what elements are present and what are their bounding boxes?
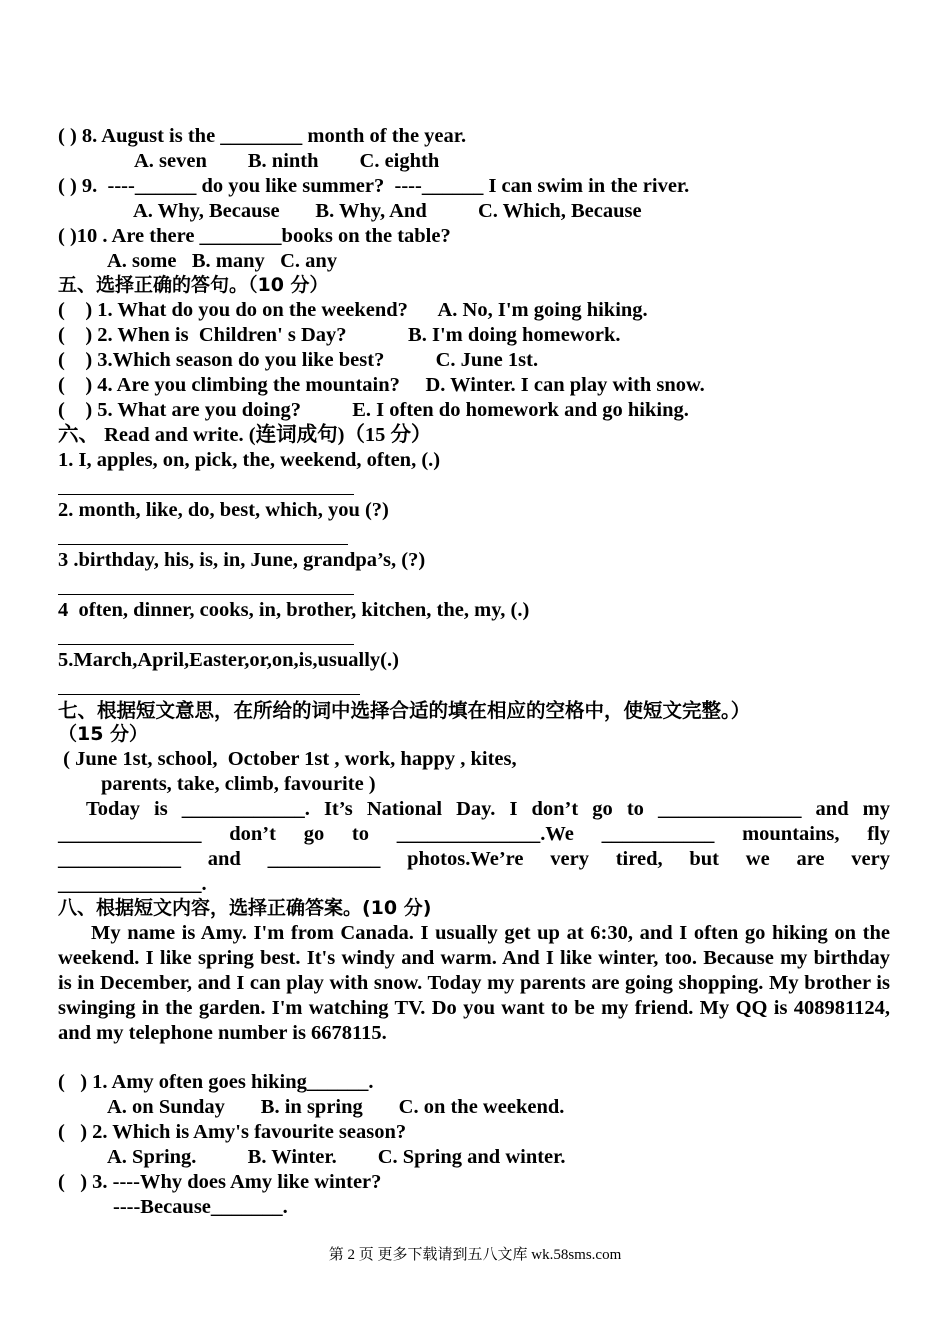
sentence-prompt: 2. month, like, do, best, which, you (?)	[58, 499, 389, 521]
question-9-options: A. Why, Because B. Why, And C. Which, Because	[133, 200, 642, 222]
reading-question-2-options: A. Spring. B. Winter. C. Spring and winter.	[107, 1146, 566, 1168]
answer-line	[58, 644, 354, 645]
question-10: ( )10 . Are there ________books on the table?	[58, 225, 451, 247]
section-6-title: 六、 Read and write. (连词成句)（15 分）	[58, 424, 432, 446]
match-row: ( ) 2. When is Children' s Day? B. I'm doing homework.	[58, 324, 621, 346]
match-row: ( ) 3.Which season do you like best? C. June 1st.	[58, 349, 539, 371]
question-8: ( ) 8. August is the ________ month of the year.	[58, 125, 467, 147]
section-5-title: 五、选择正确的答句。（10 分）	[58, 274, 329, 296]
reading-question-3: ( ) 3. ----Why does Amy like winter?	[58, 1171, 382, 1193]
cloze-line: ______________.	[58, 873, 207, 895]
sentence-prompt: 4 often, dinner, cooks, in, brother, kitchen, the, my, (.)	[58, 599, 530, 621]
word-bank: ( June 1st, school, October 1st , work, happy , kites,	[58, 748, 517, 770]
section-7-title: 七、根据短文意思，在所给的词中选择合适的填在相应的空格中，使短文完整。）	[58, 699, 751, 722]
reading-passage: My name is Amy. I'm from Canada. I usually get up at 6:30, and I often go hiking on the weekend. I like spring best. It's windy and warm. And I like winter, too. Because my birthday is in December, and I can play with snow. Today my parents are going shopping. My brother is swinging in the garden. I'm watching TV. Do you want to be my friend. My QQ is 408981124, and my telephone number is 6678115.	[58, 922, 890, 1044]
question-9: ( ) 9. ----______ do you like summer? ----______ I can swim in the river.	[58, 175, 690, 197]
sentence-prompt: 1. I, apples, on, pick, the, weekend, often, (.)	[58, 449, 441, 471]
answer-line	[58, 694, 360, 695]
match-row: ( ) 4. Are you climbing the mountain? D. Winter. I can play with snow.	[58, 374, 705, 396]
answer-line	[58, 494, 354, 495]
answer-line	[58, 594, 354, 595]
reading-question-1-options: A. on Sunday B. in spring C. on the weekend.	[107, 1096, 565, 1118]
section-7-score: （15 分）	[58, 723, 149, 745]
reading-question-2: ( ) 2. Which is Amy's favourite season?	[58, 1121, 407, 1143]
question-10-options: A. some B. many C. any	[107, 250, 338, 272]
sentence-prompt: 3 .birthday, his, is, in, June, grandpa’s, (?)	[58, 549, 426, 571]
cloze-line: ____________ and ___________ photos.We’re very tired, but we are very	[58, 848, 890, 870]
match-row: ( ) 5. What are you doing? E. I often do homework and go hiking.	[58, 399, 689, 421]
answer-line	[58, 544, 348, 545]
match-row: ( ) 1. What do you do on the weekend? A. No, I'm going hiking.	[58, 299, 648, 321]
cloze-line: ______________ don’t go to ______________.We ___________ mountains, fly	[58, 823, 890, 845]
section-8-title: 八、根据短文内容，选择正确答案。(10 分)	[58, 897, 432, 919]
reading-question-3-answer: ----Because_______.	[113, 1196, 288, 1218]
word-bank: parents, take, climb, favourite )	[101, 773, 376, 795]
question-8-options: A. seven B. ninth C. eighth	[134, 150, 440, 172]
reading-question-1: ( ) 1. Amy often goes hiking______.	[58, 1071, 374, 1093]
page-footer: 第 2 页 更多下载请到五八文库 wk.58sms.com	[328, 1247, 622, 1263]
sentence-prompt: 5.March,April,Easter,or,on,is,usually(.)	[58, 649, 399, 671]
cloze-line: Today is ____________. It’s National Day. I don’t go to ______________ and my	[86, 798, 890, 820]
